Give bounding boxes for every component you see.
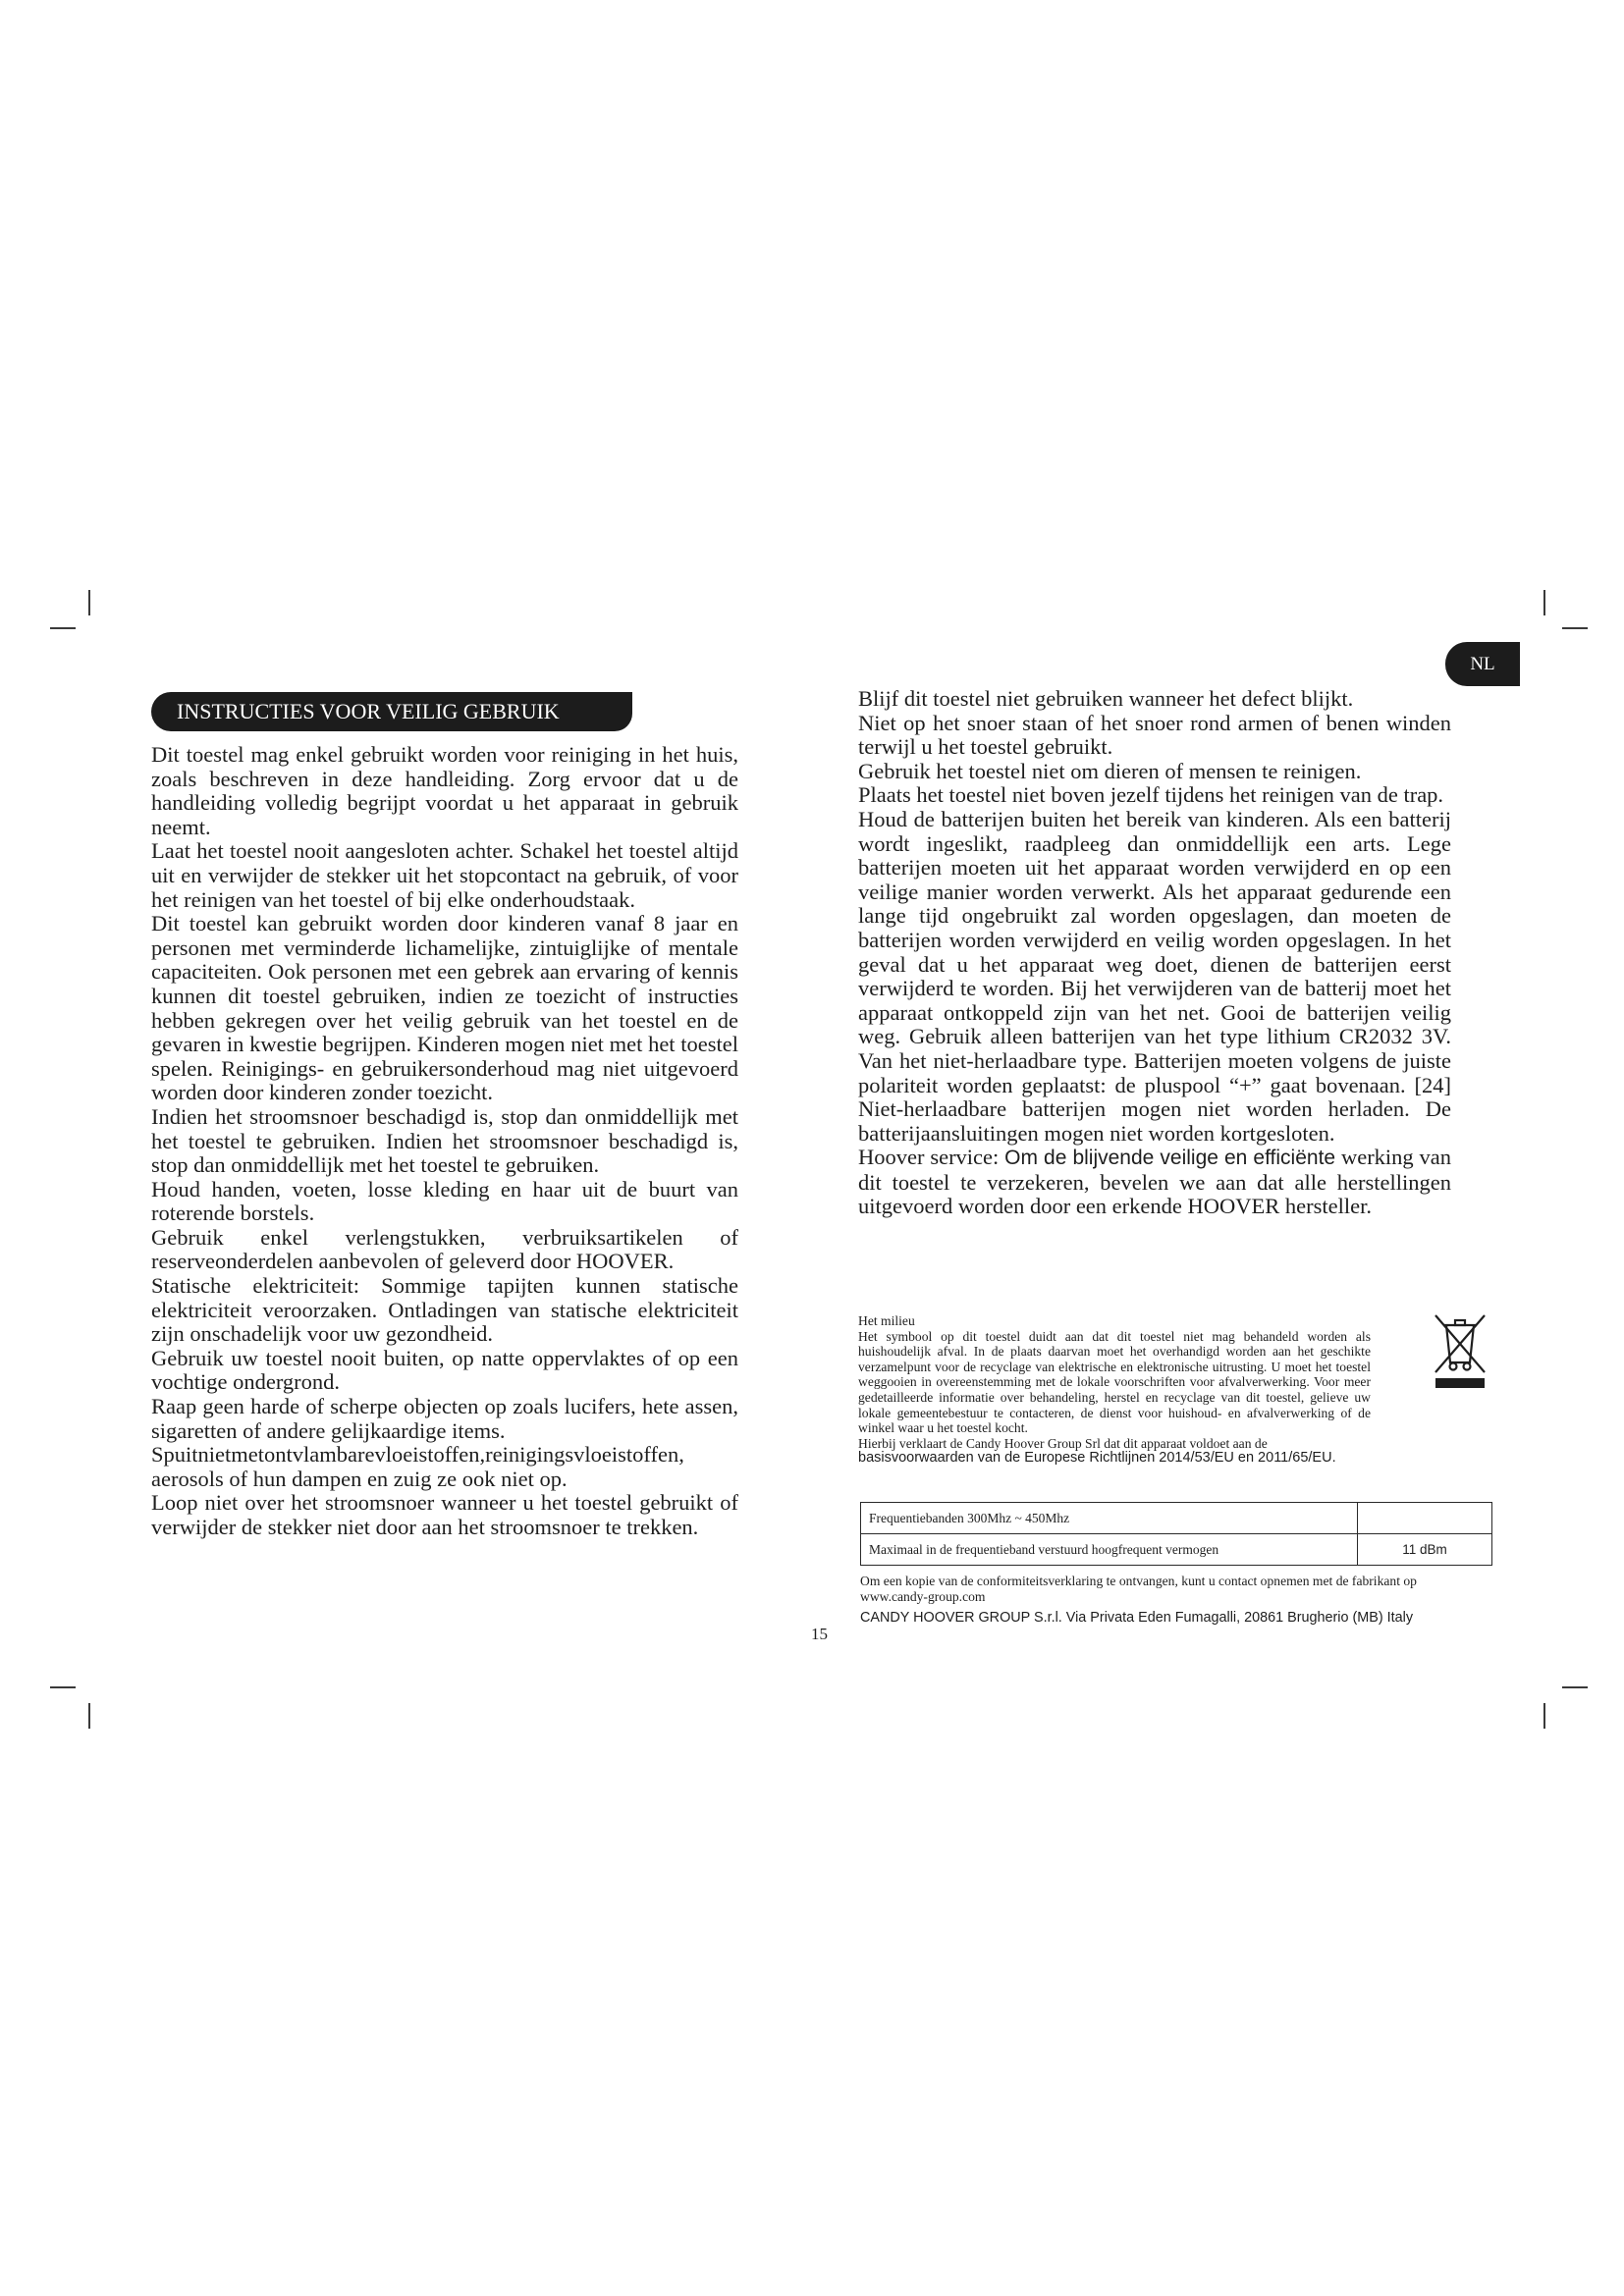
environment-section [858,1313,1449,1467]
paragraph: Houd handen, voeten, losse kleding en haar uit de buurt van roterende borstels. [151,1176,738,1226]
environment-title: Het milieu [858,1313,915,1328]
hoover-service-text: werking van dit toestel te verzekeren, bevelen we aan dat alle herstellingen uitgevoerd worden door een erkende HOOVER hersteller. [858,1145,1452,1219]
crop-mark [1562,627,1588,629]
paragraph: Statische elektriciteit: Sommige tapijten kunnen statische elektriciteit veroorzaken. Ontladingen van statische elektriciteit zijn onschadelijk voor uw gezondheid. [151,1273,738,1347]
frequency-table [860,1502,1492,1566]
table-cell: Maximaal in de frequentieband verstuurd hoogfrequent vermogen [861,1534,1358,1566]
left-column [151,743,738,1540]
declaration-text: Hierbij verklaart de Candy Hoover Group Srl dat dit apparaat voldoet aan de [858,1435,1268,1451]
paragraph: Dit toestel kan gebruikt worden door kinderen vanaf 8 jaar en personen met verminderde lichamelijke, zintuiglijke of mentale capaciteiten. Ook personen met een gebrek aan ervaring of kennis kunnen dit toestel gebruiken, indien ze toezicht of instructies hebben gekregen over het veilig gebruik van het toestel en de gevaren in kwestie begrijpen. Kinderen mogen niet met het toestel spelen. Reinigings- en gebruikersonderhoud mag niet uitgevoerd worden door kinderen zonder toezicht. [151,911,738,1105]
hoover-service-highlight: Om de blijvende veilige en efficiënte [1004,1147,1336,1170]
manufacturer-address: CANDY HOOVER GROUP S.r.l. Via Privata Eden Fumagalli, 20861 Brugherio (MB) Italy [860,1610,1414,1626]
table-row [861,1534,1492,1566]
paragraph: Spuitnietmetontvlambarevloeistoffen,reinigingsvloeistoffen, aerosols of hun dampen en zuig ze ook niet op. [151,1442,684,1491]
crop-mark [1562,1686,1588,1688]
compliance-text: Om een kopie van de conformiteitsverklaring te ontvangen, kunt u contact opnemen met de fabrikant op www.candy-group.com [860,1574,1417,1604]
hoover-service-label: Hoover service: [858,1145,1000,1170]
table-cell: 11 dBm [1358,1534,1492,1566]
paragraph: Gebruik enkel verlengstukken, verbruiksartikelen of reserveonderdelen aanbevolen of geleverd door HOOVER. [151,1224,738,1274]
language-tab: NL [1445,642,1520,686]
environment-body: Het symbool op dit toestel duidt aan dat dit toestel niet mag behandeld worden als huishoudelijk afval. In de plaats daarvan moet het overhandigd worden aan het geschikte verzamelpunt voor de recyclage van elektrische en elektronische uitrusting. U moet het toestel weggooien in overeenstemming met de lokale voorschriften voor afvalverwerking. Voor meer gedetailleerde informatie over behandeling, herstel en recyclage van dit toestel, gelieve uw lokale gemeentebestuur te contacteren, de dienst voor huishoud- en afvalverwerking of de winkel waar u het toestel kocht. [858,1328,1371,1436]
page-number: 15 [811,1625,828,1643]
crop-mark [88,590,90,615]
paragraph: Blijf dit toestel niet gebruiken wanneer het defect blijkt. [858,686,1354,711]
section-title: INSTRUCTIES VOOR VEILIG GEBRUIK [151,692,632,731]
paragraph: Laat het toestel nooit aangesloten achter. Schakel het toestel altijd uit en verwijder de stekker uit het stopcontact na gebruik, of voor het reinigen van het toestel of bij elke onderhoudstaak. [151,838,738,912]
paragraph: Plaats het toestel niet boven jezelf tijdens het reinigen van de trap. [858,782,1444,808]
table-cell [1358,1503,1492,1534]
paragraph: Dit toestel mag enkel gebruikt worden voor reiniging in het huis, zoals beschreven in deze handleiding. Zorg ervoor dat u de handleiding volledig begrijpt voordat u het apparaat in gebruik neemt. [151,742,738,839]
crop-mark [1543,590,1545,615]
paragraph: Loop niet over het stroomsnoer wanneer u het toestel gebruikt of verwijder de stekker niet door aan het stroomsnoer te trekken. [151,1490,738,1539]
crossed-out-wheelie-bin-icon [1430,1311,1490,1392]
directives-text: basisvoorwaarden van de Europese Richtlijnen 2014/53/EU en 2011/65/EU. [858,1450,1336,1467]
paragraph: Indien het stroomsnoer beschadigd is, stop dan onmiddellijk met het toestel te gebruiken. Indien het stroomsnoer beschadigd is, stop dan onmiddellijk met het toestel te gebruiken. [151,1103,738,1178]
paragraph: Gebruik het toestel niet om dieren of mensen te reinigen. [858,758,1362,783]
table-cell: Frequentiebanden 300Mhz ~ 450Mhz [861,1503,1358,1534]
paragraph: Houd de batterijen buiten het bereik van kinderen. Als een batterij wordt ingeslikt, raadpleeg dan onmiddellijk een arts. Lege batterijen moeten uit het apparaat worden verwijderd en op een veilige manier worden verwerkt. Als het apparaat gedurende een lange tijd ongebruikt zal worden opgeslagen, dan moeten de batterijen worden verwijderd en veilig worden opgeslagen. In het geval dat u het apparaat weg doet, dienen de batterijen eerst verwijderd te worden. Bij het verwijderen van de batterij moet het apparaat ontkoppeld zijn van het net. Gooi de batterijen veilig weg. Gebruik alleen batterijen van het type lithium CR2032 3V. Van het niet-herlaadbare type. Batterijen moeten volgens de juiste polariteit worden geplaatst: de pluspool “+” gaat bovenaan. [24] Niet-herlaadbare batterijen mogen niet worden herladen. De batterijaansluitingen mogen niet worden kortgesloten. [858,806,1451,1146]
crop-mark [1543,1703,1545,1729]
crop-mark [50,627,76,629]
hoover-service-paragraph [858,1146,1451,1219]
table-row [861,1503,1492,1534]
paragraph: Gebruik uw toestel nooit buiten, op natte oppervlaktes of op een vochtige ondergrond. [151,1345,738,1395]
paragraph: Raap geen harde of scherpe objecten op zoals lucifers, hete assen, sigaretten of andere gelijkaardige items. [151,1394,738,1443]
crop-mark [88,1703,90,1729]
paragraph: Niet op het snoer staan of het snoer rond armen of benen winden terwijl u het toestel gebruikt. [858,710,1451,760]
right-column [858,687,1451,1219]
crop-mark [50,1686,76,1688]
